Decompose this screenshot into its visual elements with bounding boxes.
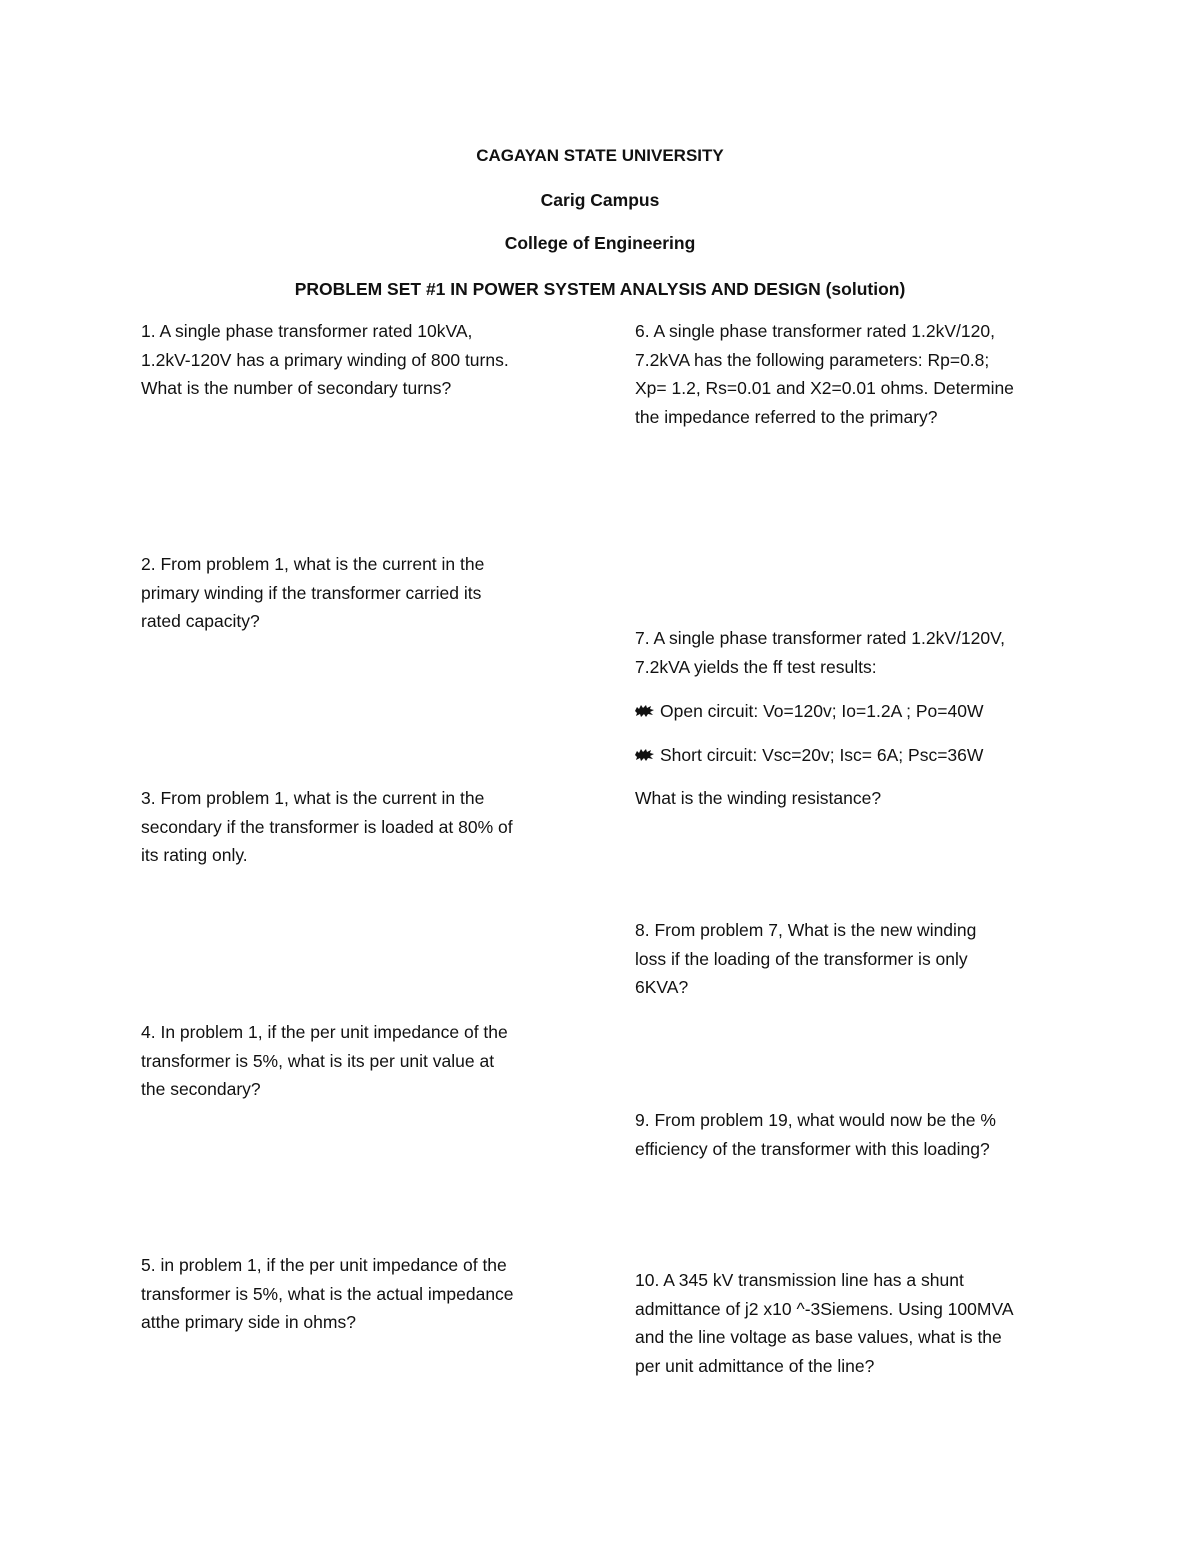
question-7-question: What is the winding resistance? <box>635 788 882 808</box>
question-1-line: 1. A single phase transformer rated 10kVA, <box>141 321 473 341</box>
question-6-line: 7.2kVA has the following parameters: Rp=0.8; <box>635 349 990 370</box>
problem-set-title: PROBLEM SET #1 IN POWER SYSTEM ANALYSIS AND DESIGN (solution) <box>294 279 906 299</box>
question-9 <box>635 1106 996 1163</box>
question-2 <box>141 550 484 636</box>
question-3 <box>141 784 513 870</box>
university-name: CAGAYAN STATE UNIVERSITY <box>476 146 724 165</box>
question-1 <box>141 317 509 403</box>
question-10-line: admittance of j2 x10 ^-3Siemens. Using 100MVA <box>635 1298 1014 1319</box>
question-3-line: secondary if the transformer is loaded at 80% of <box>141 816 513 837</box>
question-3-line: 3. From problem 1, what is the current in the <box>141 788 485 808</box>
question-2-line: 2. From problem 1, what is the current in the <box>141 554 485 574</box>
question-4 <box>141 1018 508 1104</box>
question-6 <box>635 317 1014 432</box>
question-5-line: transformer is 5%, what is the actual impedance <box>141 1283 514 1304</box>
question-10-line: 10. A 345 kV transmission line has a shunt <box>635 1270 964 1290</box>
question-6-line: 6. A single phase transformer rated 1.2kV/120, <box>635 321 995 341</box>
college-name: College of Engineering <box>504 233 696 253</box>
question-8 <box>635 916 976 1002</box>
question-2-line: rated capacity? <box>141 611 260 632</box>
question-5-line: 5. in problem 1, if the per unit impedance of the <box>141 1255 507 1275</box>
question-7-line: 7.2kVA yields the ff test results: <box>635 656 877 677</box>
campus-name: Carig Campus <box>540 190 660 210</box>
question-4-line: 4. In problem 1, if the per unit impedance of the <box>141 1022 508 1042</box>
short-circuit-test: Short circuit: Vsc=20v; Isc= 6A; Psc=36W <box>660 745 984 765</box>
question-8-line: 8. From problem 7, What is the new winding <box>635 920 977 940</box>
question-7-line: 7. A single phase transformer rated 1.2kV/120V, <box>635 628 1006 648</box>
question-10-line: and the line voltage as base values, what is the <box>635 1327 1002 1348</box>
question-5-line: atthe primary side in ohms? <box>141 1312 356 1333</box>
question-9-line: efficiency of the transformer with this loading? <box>635 1138 990 1159</box>
question-1-line: What is the number of secondary turns? <box>141 378 452 399</box>
question-5 <box>141 1251 514 1337</box>
question-7-bullet <box>634 697 983 726</box>
question-2-line: primary winding if the transformer carried its <box>141 582 482 603</box>
question-6-line: Xp= 1.2, Rs=0.01 and X2=0.01 ohms. Determine <box>635 378 1014 399</box>
question-4-line: the secondary? <box>141 1079 261 1100</box>
splat-bullet-icon <box>634 748 654 762</box>
question-1-line: 1.2kV-120V has a primary winding of 800 turns. <box>141 349 509 370</box>
question-4-line: transformer is 5%, what is its per unit value at <box>141 1050 495 1071</box>
question-10 <box>635 1266 1014 1381</box>
question-3-line: its rating only. <box>141 845 248 866</box>
question-8-line: loss if the loading of the transformer is only <box>635 948 968 969</box>
question-7-prompt <box>635 784 881 813</box>
open-circuit-test: Open circuit: Vo=120v; Io=1.2A ; Po=40W <box>660 701 984 721</box>
question-10-line: per unit admittance of the line? <box>635 1356 875 1377</box>
splat-bullet-icon <box>634 704 654 718</box>
question-6-line: the impedance referred to the primary? <box>635 407 938 428</box>
question-8-line: 6KVA? <box>635 977 689 998</box>
question-7 <box>635 624 1005 681</box>
question-7-bullet <box>634 741 983 770</box>
question-9-line: 9. From problem 19, what would now be the % <box>635 1110 996 1130</box>
